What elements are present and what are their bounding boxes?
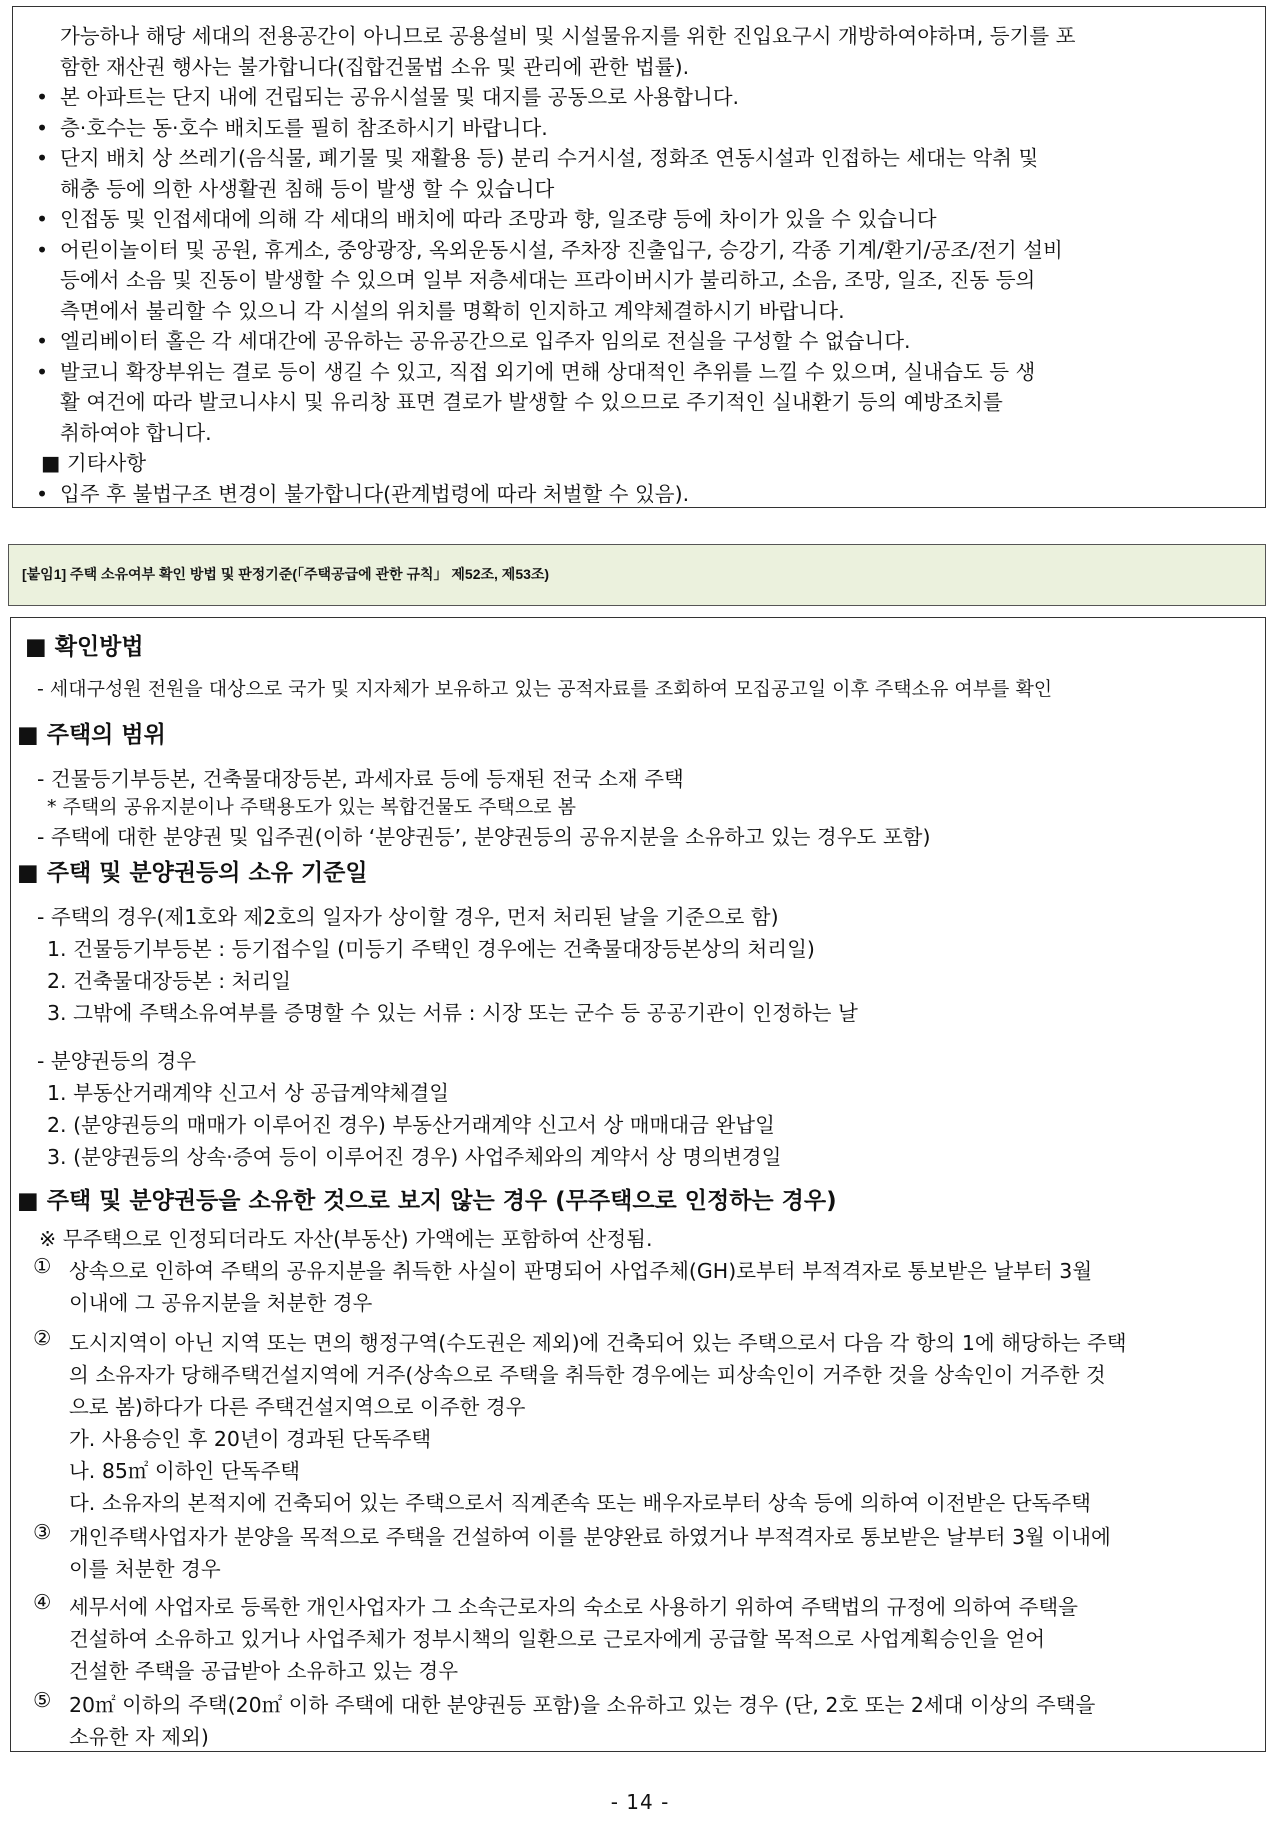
case-4-line-2: 건설하여 소유하고 있거나 사업주체가 정부시책의 일환으로 근로자에게 공급할 목적으로 사업계획승인을 얻어 [69, 1627, 1046, 1651]
note-line: 등에서 소음 및 진동이 발생할 수 있으며 일부 저층세대는 프라이버시가 불리하고, 소음, 조망, 일조, 진동 등의 [60, 268, 1036, 292]
scope-text-2: - 주택에 대한 분양권 및 입주권(이하 ‘분양권등’, 분양권등의 공유지분을 소유하고 있는 경우도 포함) [37, 825, 931, 849]
case-2-line-1: 도시지역이 아닌 지역 또는 면의 행정구역(수도권은 제외)에 건축되어 있는 주택으로서 다음 각 항의 1에 해당하는 주택 [69, 1331, 1127, 1355]
case-5-line-2: 소유한 자 제외) [69, 1725, 209, 1749]
case-4-line-3: 건설한 주택을 공급받아 소유하고 있는 경우 [69, 1659, 459, 1683]
ref-housing: - 주택의 경우(제1호와 제2호의 일자가 상이할 경우, 먼저 처리된 날을 기준으로 함) [37, 905, 779, 929]
ref-presale: - 분양권등의 경우 [37, 1049, 197, 1073]
ref-housing-1: 1. 건물등기부등본 : 등기접수일 (미등기 주택인 경우에는 건축물대장등본상의 처리일) [47, 937, 815, 961]
case-3-line-1: 개인주택사업자가 분양을 목적으로 주택을 건설하여 이를 분양완료 하였거나 부적격자로 통보받은 날부터 3월 이내에 [69, 1525, 1111, 1549]
bullet-icon: • [36, 85, 49, 109]
ref-presale-3: 3. (분양권등의 상속·증여 등이 이루어진 경우) 사업주체와의 계약서 상 명의변경일 [47, 1145, 782, 1169]
case-5-line-1: 20㎡ 이하의 주택(20㎡ 이하 주택에 대한 분양권등 포함)을 소유하고 있는 경우 (단, 2호 또는 2세대 이상의 주택을 [69, 1693, 1096, 1717]
circled-number-1: ① [33, 1254, 52, 1278]
note-line: 활 여건에 따라 발코니샤시 및 유리창 표면 결로가 발생할 수 있으므로 주기적인 실내환기 등의 예방조치를 [60, 390, 1003, 414]
note-line: 해충 등에 의한 사생활권 침해 등이 발생 할 수 있습니다 [60, 176, 555, 201]
case-3-line-2: 이를 처분한 경우 [69, 1557, 221, 1581]
bullet-icon: • [36, 207, 49, 231]
heading-check-method: ■ 확인방법 [25, 634, 144, 660]
case-1-line-2: 이내에 그 공유지분을 처분한 경우 [69, 1291, 373, 1315]
page-number: - 14 - [610, 1790, 670, 1814]
bullet-icon: • [36, 359, 49, 384]
case-2-line-3: 으로 봄)하다가 다른 주택건설지역으로 이주한 경우 [69, 1395, 526, 1419]
case-2-sub-a: 가. 사용승인 후 20년이 경과된 단독주택 [69, 1427, 432, 1451]
bullet-icon: • [36, 115, 49, 140]
note-item: • 엘리베이터 홀은 각 세대간에 공유하는 공유공간으로 입주자 임의로 전실을 구성할 수 없습니다. [31, 326, 1251, 357]
note-item: • 어린이놀이터 및 공원, 휴게소, 중앙광장, 옥외운동시설, 주차장 진출입구, 승강기, 각종 기계/환기/공조/전기 설비 [31, 235, 1251, 266]
note-item: • 입주 후 불법구조 변경이 불가합니다(관계법령에 따라 처벌할 수 있음). [31, 479, 1251, 510]
note-line: 가능하나 해당 세대의 전용공간이 아니므로 공용설비 및 시설물유지를 위한 진입요구시 개방하여야하며, 등기를 포 [60, 24, 1076, 48]
bullet-icon: • [36, 329, 49, 353]
criteria-box [10, 617, 1266, 1752]
case-2-sub-c: 다. 소유자의 본적지에 건축되어 있는 주택으로서 직계존속 또는 배우자로부터 상속 등에 의하여 이전받은 단독주택 [69, 1491, 1091, 1515]
heading-non-ownership: ■ 주택 및 분양권등을 소유한 것으로 보지 않는 경우 (무주택으로 인정하는 경우) [17, 1188, 837, 1214]
scope-text-1: - 건물등기부등본, 건축물대장등본, 과세자료 등에 등재된 전국 소재 주택 [37, 767, 684, 791]
attachment-title: [붙임1] 주택 소유여부 확인 방법 및 판정기준(「주택공급에 관한 규칙」 제52조, 제53조) [8, 544, 1266, 606]
notes-box [12, 6, 1266, 508]
note-item: • 층·호수는 동·호수 배치도를 필히 참조하시기 바랍니다. [31, 113, 1251, 144]
case-2-line-2: 의 소유자가 당해주택건설지역에 거주(상속으로 주택을 취득한 경우에는 피상속인이 거주한 것을 상속인이 거주한 것 [69, 1363, 1106, 1387]
heading-housing-scope: ■ 주택의 범위 [17, 722, 166, 748]
ref-housing-3: 3. 그밖에 주택소유여부를 증명할 수 있는 서류 : 시장 또는 군수 등 공공기관이 인정하는 날 [47, 1001, 858, 1025]
heading-reference-date: ■ 주택 및 분양권등의 소유 기준일 [17, 860, 368, 886]
bullet-icon: • [36, 481, 49, 506]
scope-note: * 주택의 공유지분이나 주택용도가 있는 복합건물도 주택으로 봄 [47, 796, 576, 818]
circled-number-5: ⑤ [33, 1688, 52, 1712]
ref-presale-1: 1. 부동산거래계약 신고서 상 공급계약체결일 [47, 1081, 450, 1105]
note-item: • 단지 배치 상 쓰레기(음식물, 폐기물 및 재활용 등) 분리 수거시설, 정화조 연동시설과 인접하는 세대는 악취 및 [31, 143, 1251, 174]
circled-number-3: ③ [33, 1520, 52, 1544]
note-item: • 발코니 확장부위는 결로 등이 생길 수 있고, 직접 외기에 면해 상대적인 추위를 느낄 수 있으며, 실내습도 등 생 [31, 357, 1251, 388]
bullet-icon: • [36, 146, 49, 170]
check-method-text: - 세대구성원 전원을 대상으로 국가 및 지자체가 보유하고 있는 공적자료를 조회하여 모집공고일 이후 주택소유 여부를 확인 [37, 678, 1053, 700]
note-item: • 인접동 및 인접세대에 의해 각 세대의 배치에 따라 조망과 향, 일조량 등에 차이가 있을 수 있습니다 [31, 204, 1251, 235]
note-item: • 본 아파트는 단지 내에 건립되는 공유시설물 및 대지를 공동으로 사용합니다. [31, 82, 1251, 113]
circled-number-2: ② [33, 1326, 52, 1350]
note-line: 취하여야 합니다. [60, 420, 212, 445]
note-line: 함한 재산권 행사는 불가합니다(집합건물법 소유 및 관리에 관한 법률). [60, 54, 690, 79]
case-4-line-1: 세무서에 사업자로 등록한 개인사업자가 그 소속근로자의 숙소로 사용하기 위하여 주택법의 규정에 의하여 주택을 [69, 1595, 1078, 1619]
non-ownership-note: ※ 무주택으로 인정되더라도 자산(부동산) 가액에는 포함하여 산정됨. [39, 1227, 653, 1251]
ref-presale-2: 2. (분양권등의 매매가 이루어진 경우) 부동산거래계약 신고서 상 매매대금 완납일 [47, 1113, 775, 1137]
bullet-icon: • [36, 237, 49, 262]
case-1-line-1: 상속으로 인하여 주택의 공유지분을 취득한 사실이 판명되어 사업주체(GH)로부터 부적격자로 통보받은 날부터 3월 [69, 1259, 1093, 1283]
circled-number-4: ④ [33, 1590, 52, 1614]
ref-housing-2: 2. 건축물대장등본 : 처리일 [47, 969, 292, 993]
section-heading-other: ■ 기타사항 [41, 451, 147, 475]
case-2-sub-b: 나. 85㎡ 이하인 단독주택 [69, 1459, 301, 1483]
note-line: 측면에서 불리할 수 있으니 각 시설의 위치를 명확히 인지하고 계약체결하시기 바랍니다. [60, 298, 845, 323]
